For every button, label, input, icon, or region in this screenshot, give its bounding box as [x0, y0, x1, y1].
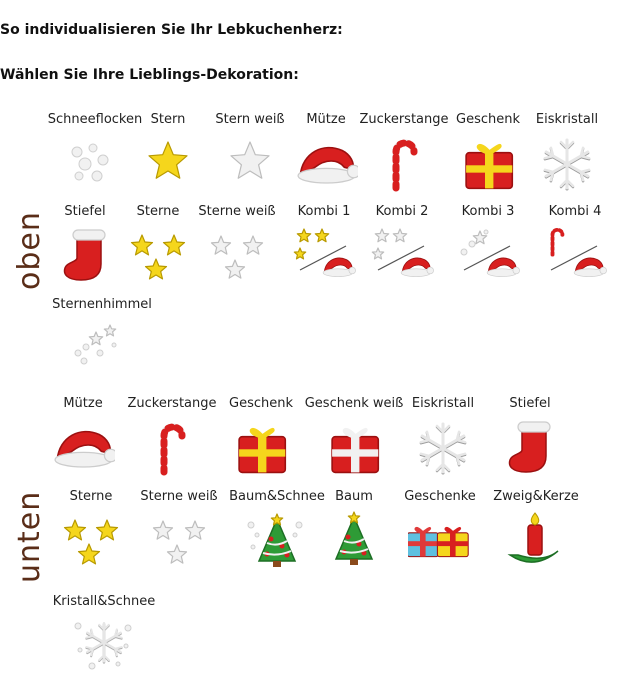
deco-option-top-eiskristall[interactable]	[522, 112, 612, 192]
deco-option-top-zuckerstange[interactable]	[359, 112, 449, 192]
deco-option-top-sterne[interactable]	[113, 204, 203, 284]
section-label-bottom: unten	[12, 490, 47, 583]
deco-option-bottom-sterne-weiss[interactable]	[134, 489, 224, 569]
deco-label: Mütze	[63, 396, 103, 411]
deco-option-bottom-baum[interactable]	[309, 489, 399, 569]
tree-snow-icon	[245, 511, 309, 569]
candy-cane-icon	[372, 134, 436, 192]
deco-label: Sterne weiß	[140, 489, 218, 504]
deco-label: Zuckerstange	[127, 396, 217, 411]
santa-hat-icon	[294, 134, 358, 192]
deco-option-bottom-stiefel[interactable]	[485, 396, 575, 476]
white-stars-icon	[205, 226, 269, 284]
deco-label: Kombi 4	[548, 204, 602, 219]
deco-option-bottom-zweig-kerze[interactable]	[491, 489, 581, 569]
yellow-stars-icon	[59, 511, 123, 569]
deco-option-bottom-eiskristall[interactable]	[398, 396, 488, 476]
red-gift-icon	[229, 418, 293, 476]
deco-option-top-kombi-3[interactable]	[443, 204, 533, 284]
deco-option-top-sterne-weiss[interactable]	[192, 204, 282, 284]
deco-option-top-stern[interactable]	[123, 112, 213, 192]
deco-option-top-kombi-1[interactable]	[279, 204, 369, 284]
deco-option-bottom-geschenk-weiss[interactable]	[304, 396, 404, 476]
ice-crystal-icon	[411, 418, 475, 476]
red-gift-white-ribbon-icon	[322, 418, 386, 476]
deco-option-top-muetze[interactable]	[281, 112, 371, 192]
deco-label: Kombi 2	[375, 204, 429, 219]
deco-label: Geschenk	[229, 396, 293, 411]
combo-snow-hat-icon	[456, 226, 520, 284]
deco-label: Zuckerstange	[359, 112, 449, 127]
deco-option-top-sternenhimmel[interactable]	[52, 297, 152, 377]
deco-option-bottom-geschenk[interactable]	[216, 396, 306, 476]
deco-label: Kombi 1	[297, 204, 351, 219]
deco-label: Eiskristall	[411, 396, 475, 411]
white-star-icon	[218, 134, 282, 192]
deco-label: Kristall&Schnee	[52, 594, 156, 609]
snowflakes-dots-icon	[63, 134, 127, 192]
deco-label: Sterne	[69, 489, 113, 504]
deco-label: Sterne	[136, 204, 180, 219]
deco-option-bottom-muetze[interactable]	[38, 396, 128, 476]
candle-branch-icon	[504, 511, 568, 569]
deco-label: Sternenhimmel	[52, 297, 152, 312]
deco-label: Kombi 3	[461, 204, 515, 219]
yellow-star-icon	[136, 134, 200, 192]
deco-option-bottom-zuckerstange[interactable]	[127, 396, 217, 476]
deco-label: Baum&Schnee	[229, 489, 325, 504]
deco-label: Baum	[335, 489, 373, 504]
deco-label: Geschenk weiß	[304, 396, 404, 411]
deco-option-bottom-geschenke[interactable]	[395, 489, 485, 569]
deco-option-top-kombi-2[interactable]	[357, 204, 447, 284]
tree-icon	[322, 511, 386, 569]
deco-option-bottom-sterne[interactable]	[46, 489, 136, 569]
deco-option-bottom-kristall-schnee[interactable]	[52, 594, 156, 674]
ice-crystal-icon	[535, 134, 599, 192]
page-subtitle: Wählen Sie Ihre Lieblings-Dekoration:	[0, 67, 299, 83]
santa-boot-icon	[53, 226, 117, 284]
combo-white-stars-hat-icon	[370, 226, 434, 284]
santa-hat-icon	[51, 418, 115, 476]
deco-label: Stiefel	[509, 396, 551, 411]
page-title: So individualisieren Sie Ihr Lebkuchenherz:	[0, 22, 343, 38]
deco-label: Geschenk	[456, 112, 520, 127]
deco-label: Mütze	[306, 112, 346, 127]
deco-option-top-kombi-4[interactable]	[530, 204, 620, 284]
crystal-snow-icon	[72, 616, 136, 674]
candy-cane-icon	[140, 418, 204, 476]
red-gift-icon	[456, 134, 520, 192]
section-label-top: oben	[12, 211, 47, 290]
white-stars-icon	[147, 511, 211, 569]
starry-sky-icon	[70, 319, 134, 377]
deco-label: Stern	[150, 112, 186, 127]
yellow-stars-icon	[126, 226, 190, 284]
deco-option-top-geschenk[interactable]	[443, 112, 533, 192]
two-gifts-icon	[408, 511, 472, 569]
deco-label: Eiskristall	[535, 112, 599, 127]
deco-label: Stern weiß	[215, 112, 285, 127]
santa-boot-icon	[498, 418, 562, 476]
deco-label: Geschenke	[404, 489, 476, 504]
deco-label: Stiefel	[64, 204, 106, 219]
combo-cane-hat-icon	[543, 226, 607, 284]
deco-label: Zweig&Kerze	[493, 489, 579, 504]
deco-label: Schneeflocken	[47, 112, 143, 127]
deco-label: Sterne weiß	[198, 204, 276, 219]
combo-yellow-stars-hat-icon	[292, 226, 356, 284]
